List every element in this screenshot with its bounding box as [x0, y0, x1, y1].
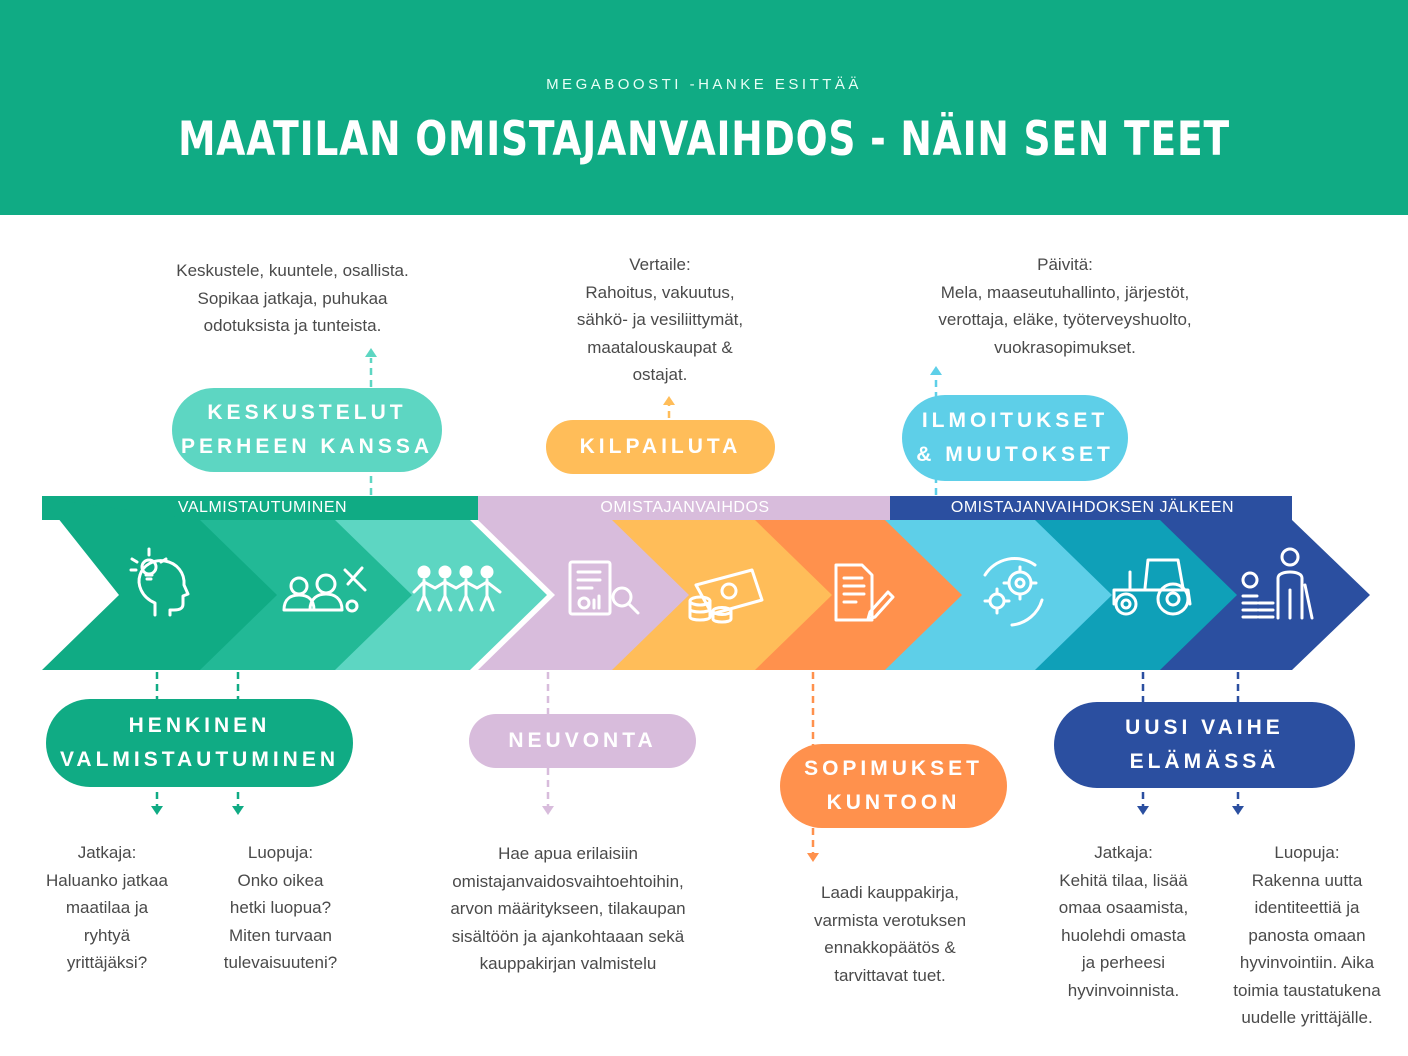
- text-line: Laadi kauppakirja,: [821, 883, 959, 902]
- text-line: Luopuja:: [1274, 843, 1340, 862]
- text-line: maatalouskaupat &: [587, 337, 733, 357]
- pill-uusivaihe-line1: UUSI VAIHE: [1125, 716, 1284, 739]
- pill-uusivaihe-line2: ELÄMÄSSÄ: [1129, 750, 1280, 773]
- text-line: varmista verotuksen: [813, 910, 967, 930]
- pill-sopimukset-line1: SOPIMUKSET: [804, 757, 983, 780]
- text-line: tarvittavat tuet.: [834, 965, 946, 985]
- text-neuvonta: [408, 840, 728, 978]
- text-line: sähkö- ja vesiliittymät,: [576, 310, 744, 329]
- text-line: Hae apua erilaisiin: [498, 844, 638, 863]
- arrow-down-uusi-1: [1137, 806, 1149, 815]
- pill-keskustelut: [172, 388, 442, 472]
- pill-sopimukset-line2: KUNTOON: [826, 791, 961, 814]
- text-keskustelut: [120, 257, 465, 340]
- text-line: identiteettiä ja: [1254, 898, 1360, 917]
- text-line: Luopuja:: [247, 843, 314, 862]
- text-line: Kehitä tilaa, lisää: [1059, 870, 1188, 890]
- text-line: Mela, maaseutuhallinto, järjestöt,: [940, 282, 1190, 302]
- text-sopimukset: [770, 879, 1010, 989]
- pill-ilmoitukset: [902, 395, 1128, 481]
- text-line: ennakkopäätös &: [824, 938, 956, 957]
- pill-keskustelut-line1: KESKUSTELUT: [207, 401, 407, 424]
- text-line: hyvinvoinnista.: [1067, 980, 1180, 1000]
- header-kicker: MEGABOOSTI -HANKE ESITTÄÄ: [546, 76, 862, 93]
- text-line: hyvinvointiin. Aika: [1239, 953, 1375, 972]
- pill-kilpailuta: [546, 420, 775, 474]
- text-line: vuokrasopimukset.: [994, 337, 1136, 357]
- pill-neuvonta: [469, 714, 696, 768]
- text-line: toimia taustatukena: [1233, 980, 1381, 1000]
- arrow-down-uusi-2: [1232, 806, 1244, 815]
- text-uusi-luopuja: [1208, 839, 1406, 1032]
- text-line: Päivitä:: [1037, 255, 1093, 274]
- text-line: omaa osaamista,: [1058, 898, 1189, 917]
- text-line: Keskustele, kuuntele, osallista.: [176, 261, 409, 280]
- text-line: Jatkaja:: [1094, 843, 1153, 862]
- text-line: Sopikaa jatkaja, puhukaa: [197, 288, 388, 308]
- arrow-up-ilmoitukset: [930, 366, 942, 375]
- phase-label-jalkeen: OMISTAJANVAIHDOKSEN JÄLKEEN: [950, 499, 1235, 516]
- text-line: uudelle yrittäjälle.: [1241, 1008, 1373, 1027]
- pill-henkinen-line2: VALMISTAUTUMINEN: [59, 748, 340, 771]
- text-line: verottaja, eläke, työterveyshuolto,: [938, 310, 1192, 329]
- text-line: yrittäjäksi?: [66, 953, 148, 972]
- text-line: huolehdi omasta: [1061, 925, 1186, 945]
- arrow-up-keskustelut: [365, 348, 377, 357]
- pill-henkinen: [46, 699, 353, 787]
- text-line: hetki luopua?: [229, 898, 332, 917]
- arrow-up-kilpailuta: [663, 396, 675, 405]
- text-line: ryhtyä: [83, 925, 131, 945]
- pill-ilmoitukset-line2: & MUUTOKSET: [916, 443, 1114, 466]
- page-title: MAATILAN OMISTAJANVAIHDOS - NÄIN SEN TEET: [178, 112, 1230, 167]
- text-henkinen-jatkaja: [22, 839, 192, 977]
- text-kilpailuta: [530, 251, 790, 389]
- arrow-down-henkinen-1: [151, 806, 163, 815]
- text-line: omistajanvaidosvaihtoehtoihin,: [452, 871, 684, 891]
- text-line: Vertaile:: [629, 255, 691, 274]
- text-line: tulevaisuuteni?: [223, 953, 338, 972]
- pill-uusivaihe: [1054, 702, 1355, 788]
- arrow-down-henkinen-2: [232, 806, 244, 815]
- phase-label-valmistautuminen: VALMISTAUTUMINEN: [177, 499, 348, 516]
- phase-label-omistajanvaihdos: OMISTAJANVAIHDOS: [600, 499, 770, 516]
- text-line: panosta omaan: [1248, 925, 1366, 945]
- text-line: Onko oikea: [237, 870, 324, 890]
- pill-ilmoitukset-line1: ILMOITUKSET: [921, 409, 1109, 432]
- text-line: Jatkaja:: [77, 843, 137, 862]
- text-line: sisältöön ja ajankohtaaan sekä: [451, 926, 685, 946]
- text-line: maatilaa ja: [65, 898, 149, 917]
- text-line: ostajat.: [632, 365, 688, 384]
- pill-henkinen-line1: HENKINEN: [128, 714, 271, 737]
- text-line: odotuksista ja tunteista.: [203, 316, 382, 335]
- arrow-down-sopimukset: [807, 853, 819, 862]
- text-line: Miten turvaan: [229, 925, 332, 945]
- pill-keskustelut-line2: PERHEEN KANSSA: [180, 435, 434, 458]
- text-line: arvon määritykseen, tilakaupan: [450, 899, 686, 918]
- text-line: ja perheesi: [1081, 953, 1166, 972]
- text-uusi-jatkaja: [1036, 839, 1211, 1004]
- text-line: Rahoitus, vakuutus,: [585, 282, 735, 302]
- text-line: Haluanko jatkaa: [46, 870, 168, 890]
- text-henkinen-luopuja: [198, 839, 363, 977]
- pill-sopimukset: [780, 744, 1007, 828]
- arrow-down-neuvonta: [542, 806, 554, 815]
- text-line: kauppakirjan valmistelu: [479, 954, 657, 973]
- text-ilmoitukset: [880, 251, 1250, 361]
- pill-neuvonta-line1: NEUVONTA: [508, 729, 657, 752]
- text-line: Rakenna uutta: [1251, 870, 1363, 890]
- pill-kilpailuta-line1: KILPAILUTA: [579, 435, 742, 458]
